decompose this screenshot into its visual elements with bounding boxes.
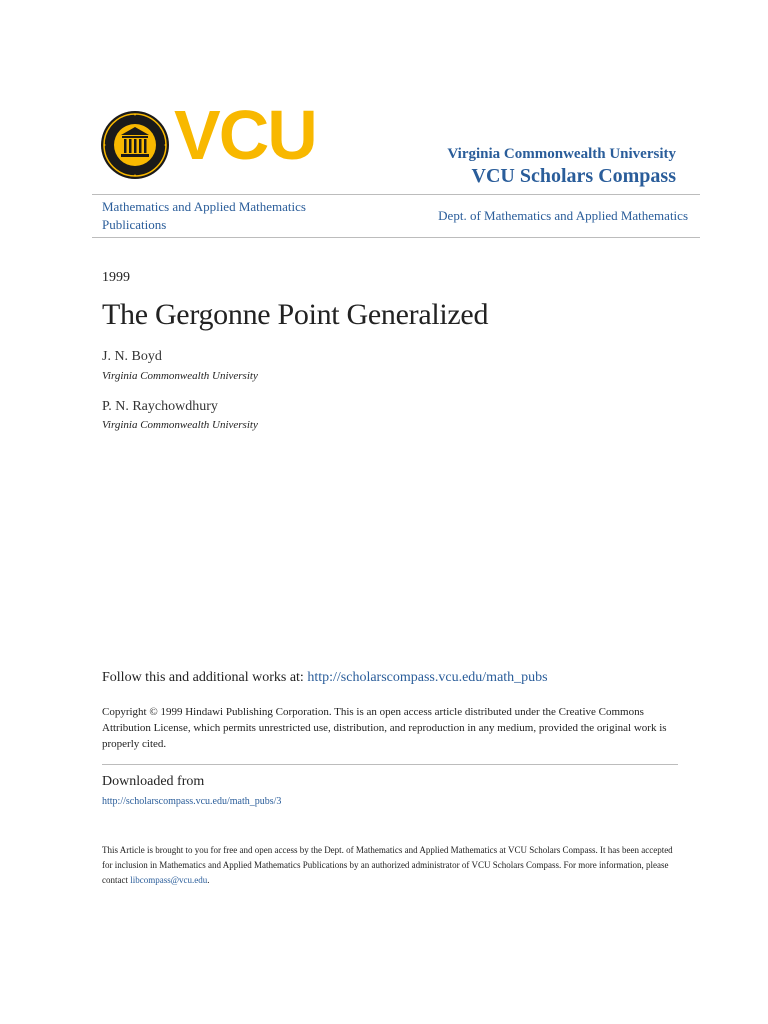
footer-text: This Article is brought to you for free and open access by the Dept. of Mathematics and Applied Mathematics at VCU Scholars Compass. It has been accepted for inclusion in Mathematics and Applied Mathematics Publications by an authorized administrator of VCU Scholars Compass. For more information, please contact [102,845,673,885]
follow-label: Follow this and additional works at: [102,670,308,685]
department-link[interactable]: Dept. of Mathematics and Applied Mathematics [438,208,688,223]
publication-year: 1999 [102,270,130,285]
author-name: J. N. Boyd [102,349,162,364]
copyright-notice: Copyright © 1999 Hindawi Publishing Corporation. This is an open access article distributed under the Creative Commons Attribution License, which permits unrestricted use, distribution, and reproduction in any medium, provided the original work is properly cited. [102,706,667,750]
university-name[interactable]: Virginia Commonwealth University [447,146,676,162]
follow-url-link[interactable]: http://scholarscompass.vcu.edu/math_pubs [307,670,548,685]
author-affiliation: Virginia Commonwealth University [102,370,258,382]
header-divider [92,194,700,195]
author-name: P. N. Raychowdhury [102,399,218,414]
vcu-wordmark: VCU [174,96,316,174]
collection-link[interactable]: Mathematics and Applied Mathematics Publications [102,199,306,232]
author-affiliation: Virginia Commonwealth University [102,419,258,431]
vcu-logo[interactable] [100,96,340,184]
follow-line [102,670,548,686]
footer-notice [102,843,682,888]
subheader-divider [92,237,700,238]
copyright-divider [102,764,678,765]
download-url-link[interactable]: http://scholarscompass.vcu.edu/math_pubs/3 [102,796,282,807]
downloaded-heading: Downloaded from [102,774,205,789]
contact-email-link[interactable]: libcompass@vcu.edu [130,875,208,885]
repository-name[interactable]: VCU Scholars Compass [471,165,676,187]
footer-end: . [207,875,210,885]
vcu-seal-icon [100,110,170,180]
repository-header [447,146,676,188]
article-title: The Gergonne Point Generalized [102,298,489,331]
